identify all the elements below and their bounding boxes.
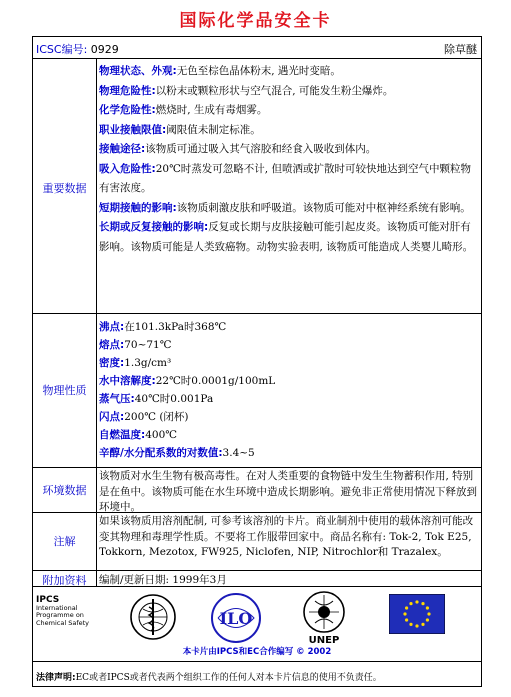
environment-data: 该物质对水生生物有极高毒性。在对人类重要的食物链中发生生物蓄积作用, 特别是在鱼中。该物质可能在水生环境中造成长期影响。避免非正常使用情况下释放到环境中。 [99,470,477,513]
section-environment-label: 环境数据 [42,484,87,497]
card-title: 国际化学品安全卡 [179,11,332,31]
notes-text: 如果该物质用溶剂配制, 可参考该溶剂的卡片。商业制剂中使用的载体溶剂可能改变其物理和毒理学性质。不要将工作服带回家中。商品名称有: Tok-2, Tok E25, Tokkorn, Mezotox, FW925, Niclofen, NIP, Nitrochlor和 Trazalex。 [99,515,474,558]
section-physical-label: 物理性质 [42,384,87,397]
prop-exposure-limit: 职业接触限值:阈限值未制定标准。 [99,123,261,136]
phys-vapour-pressure: 蒸气压:40℃时0.001Pa [99,393,214,405]
important-data [99,62,479,257]
additional-info: 编制/更新日期: 1999年3月 [99,574,227,586]
prop-short-term: 短期接触的影响:该物质刺激皮肤和呼吸道。该物质可能对中枢神经系统有影响。 [99,201,471,214]
phys-log-pow: 辛醇/水分配系数的对数值:3.4~5 [99,447,255,459]
svg-text:ILO: ILO [219,609,253,628]
section-additional-label: 附加资料 [42,574,87,587]
ilo-emblem-icon [209,591,263,645]
section-notes-label: 注解 [53,535,76,548]
phys-melting-point: 熔点:70~71℃ [99,339,172,351]
eu-flag-icon [389,594,445,634]
chemical-name: 除草醚 [444,43,477,56]
ipcs-logo-text: IPCS International Programme on Chemical Safety [36,595,90,627]
prop-route: 接触途径:该物质可通过吸入其气溶胶和经食入吸收到体内。 [99,143,377,155]
who-emblem-icon [129,593,177,641]
safety-card-frame [32,36,482,687]
phys-autoignition: 自燃温度:400℃ [99,429,177,441]
phys-flash-point: 闪点:200℃ (闭杯) [99,411,189,423]
prop-physical-hazard: 物理危险性:以粉末或颗粒形状与空气混合, 可能发生粉尘爆炸。 [99,84,394,97]
prop-long-term: 长期或反复接触的影响:反复或长期与皮肤接触可能引起皮炎。该物质可能对肝有影响。该物质可能是人类致癌物。动物实验表明, 该物质可能造成人类婴儿畸形。 [99,221,474,253]
prop-chemical-hazard: 化学危险性:燃烧时, 生成有毒烟雾。 [99,104,268,116]
section-important-label: 重要数据 [42,182,87,195]
footer-caption: 本卡片由IPCS和EC合作编写 © 2002 [182,647,332,657]
unep-emblem-icon [301,589,347,635]
phys-solubility: 水中溶解度:22℃时0.0001g/100mL [99,375,276,387]
phys-density: 密度:1.3g/cm³ [99,357,172,369]
prop-inhalation: 吸入危险性:20℃时蒸发可忽略不计, 但喷洒或扩散时可较快地达到空气中颗粒物有害浓度。 [99,162,471,194]
prop-appearance: 物理状态、外观:无色至棕色晶体粉末, 遇光时变暗。 [99,65,341,77]
icsc-number: ICSC编号: 0929 [36,43,119,56]
phys-boiling-point: 沸点:在101.3kPa时368℃ [99,321,227,333]
legal-disclaimer: 法律声明:EC或者IPCS或者代表两个组织工作的任何人对本卡片信息的使用不负责任。 [36,673,382,683]
unep-label: UNEP [308,635,340,646]
